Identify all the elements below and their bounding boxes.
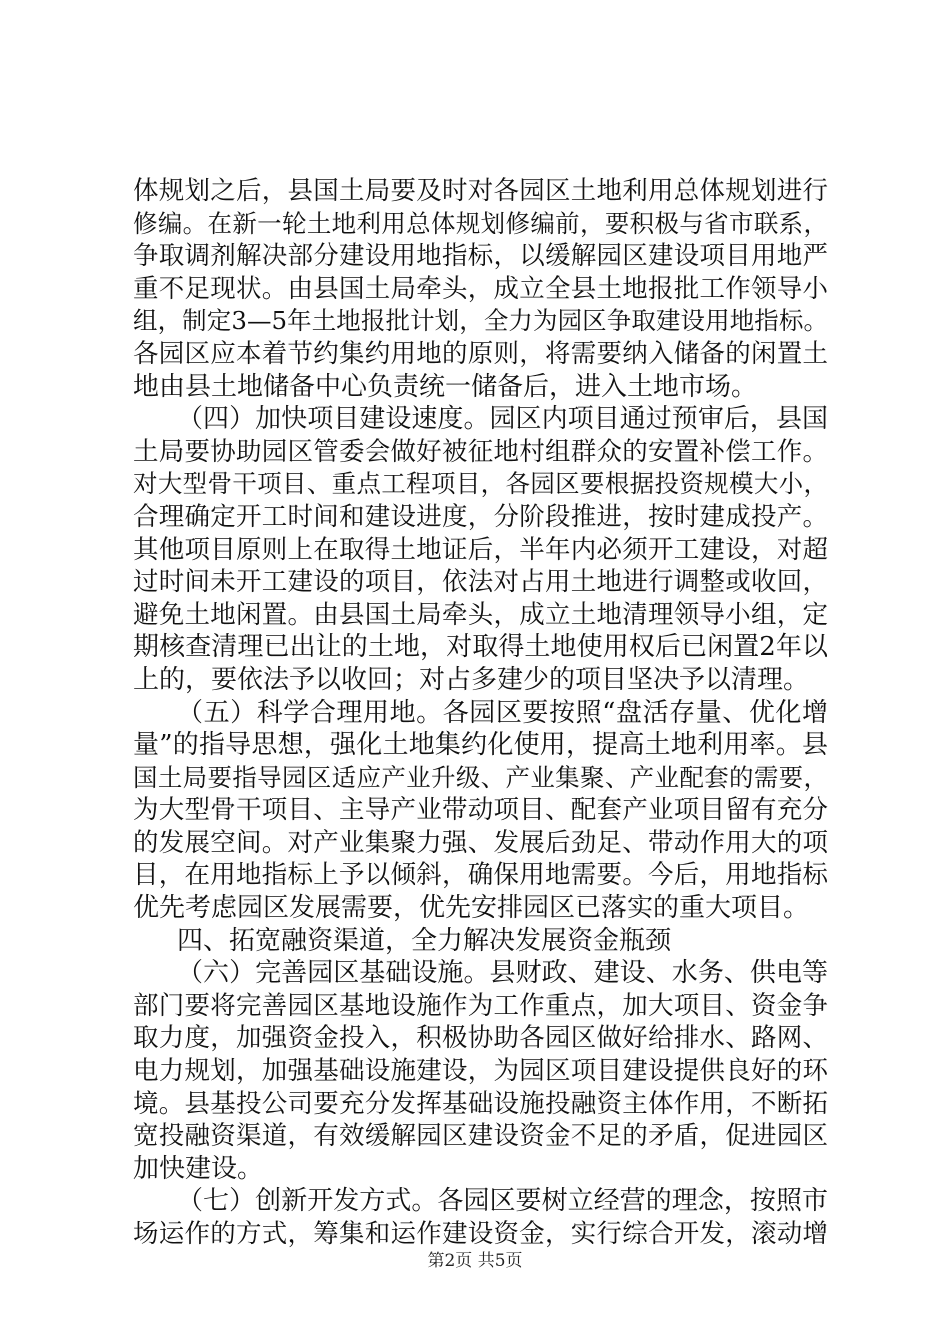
text-line: 组，制定3—5年土地报批计划，全力为园区争取建设用地指标。	[133, 306, 828, 336]
text-line: 合理确定开工时间和建设进度，分阶段推进，按时建成投产。	[133, 501, 828, 532]
text-line: 地由县土地储备中心负责统一储备后，进入土地市场。	[133, 371, 758, 402]
text-line: 取力度，加强资金投入，积极协助各园区做好给排水、路网、	[133, 1023, 828, 1054]
document-body	[133, 175, 828, 1251]
text-line: 境。县基投公司要充分发挥基础设施投融资主体作用，不断拓	[133, 1088, 828, 1119]
text-line: 对大型骨干项目、重点工程项目，各园区要根据投资规模大小，	[133, 469, 828, 499]
text-line: 期核查清理已出让的土地，对取得土地使用权后已闲置2年以	[133, 632, 828, 663]
section-heading: 四、拓宽融资渠道，全力解决发展资金瓶颈	[177, 925, 672, 956]
text-line: 优先考虑园区发展需要，优先安排园区已落实的重大项目。	[133, 893, 810, 924]
text-line: 避免土地闲置。由县国土局牵头，成立土地清理领导小组，定	[133, 599, 828, 630]
text-line: 国土局要指导园区适应产业升级、产业集聚、产业配套的需要，	[133, 762, 828, 792]
text-line: 的发展空间。对产业集聚力强、发展后劲足、带动作用大的项	[133, 827, 828, 858]
paragraph-start-line: （五）科学合理用地。各园区要按照“盘活存量、优化增	[177, 697, 828, 728]
text-line: 修编。在新一轮土地利用总体规划修编前，要积极与省市联系，	[133, 208, 828, 238]
text-line: 体规划之后，县国土局要及时对各园区土地利用总体规划进行	[133, 176, 828, 206]
page-number-footer: 第2页 共5页	[427, 1251, 523, 1271]
text-line: 电力规划，加强基础设施建设，为园区项目建设提供良好的环	[133, 1056, 828, 1087]
text-line: 过时间未开工建设的项目，依法对占用土地进行调整或收回，	[133, 567, 828, 598]
text-line: 宽投融资渠道，有效缓解园区建设资金不足的矛盾，促进园区	[133, 1121, 828, 1152]
paragraph-start-line: （七）创新开发方式。各园区要树立经营的理念，按照市	[177, 1186, 828, 1217]
text-line: 争取调剂解决部分建设用地指标，以缓解园区建设项目用地严	[133, 241, 828, 272]
text-line: 场运作的方式，筹集和运作建设资金，实行综合开发，滚动增	[133, 1219, 828, 1249]
text-line: 加快建设。	[133, 1153, 264, 1184]
paragraph-start-line: （四）加快项目建设速度。园区内项目通过预审后，县国	[177, 404, 828, 435]
text-line: 上的，要依法予以收回；对占多建少的项目坚决予以清理。	[133, 664, 810, 695]
text-line: 土局要协助园区管委会做好被征地村组群众的安置补偿工作。	[133, 436, 828, 467]
text-line: 目，在用地指标上予以倾斜，确保用地需要。今后，用地指标	[133, 860, 828, 891]
text-line: 各园区应本着节约集约用地的原则，将需要纳入储备的闲置土	[133, 338, 828, 369]
text-line: 部门要将完善园区基地设施作为工作重点，加大项目、资金争	[133, 990, 828, 1021]
text-line: 其他项目原则上在取得土地证后，半年内必须开工建设，对超	[133, 534, 828, 565]
text-line: 量”的指导思想，强化土地集约化使用，提高土地利用率。县	[133, 730, 828, 761]
paragraph-start-line: （六）完善园区基础设施。县财政、建设、水务、供电等	[177, 958, 828, 989]
text-line: 重不足现状。由县国土局牵头，成立全县土地报批工作领导小	[133, 273, 828, 304]
text-line: 为大型骨干项目、主导产业带动项目、配套产业项目留有充分	[133, 795, 828, 826]
